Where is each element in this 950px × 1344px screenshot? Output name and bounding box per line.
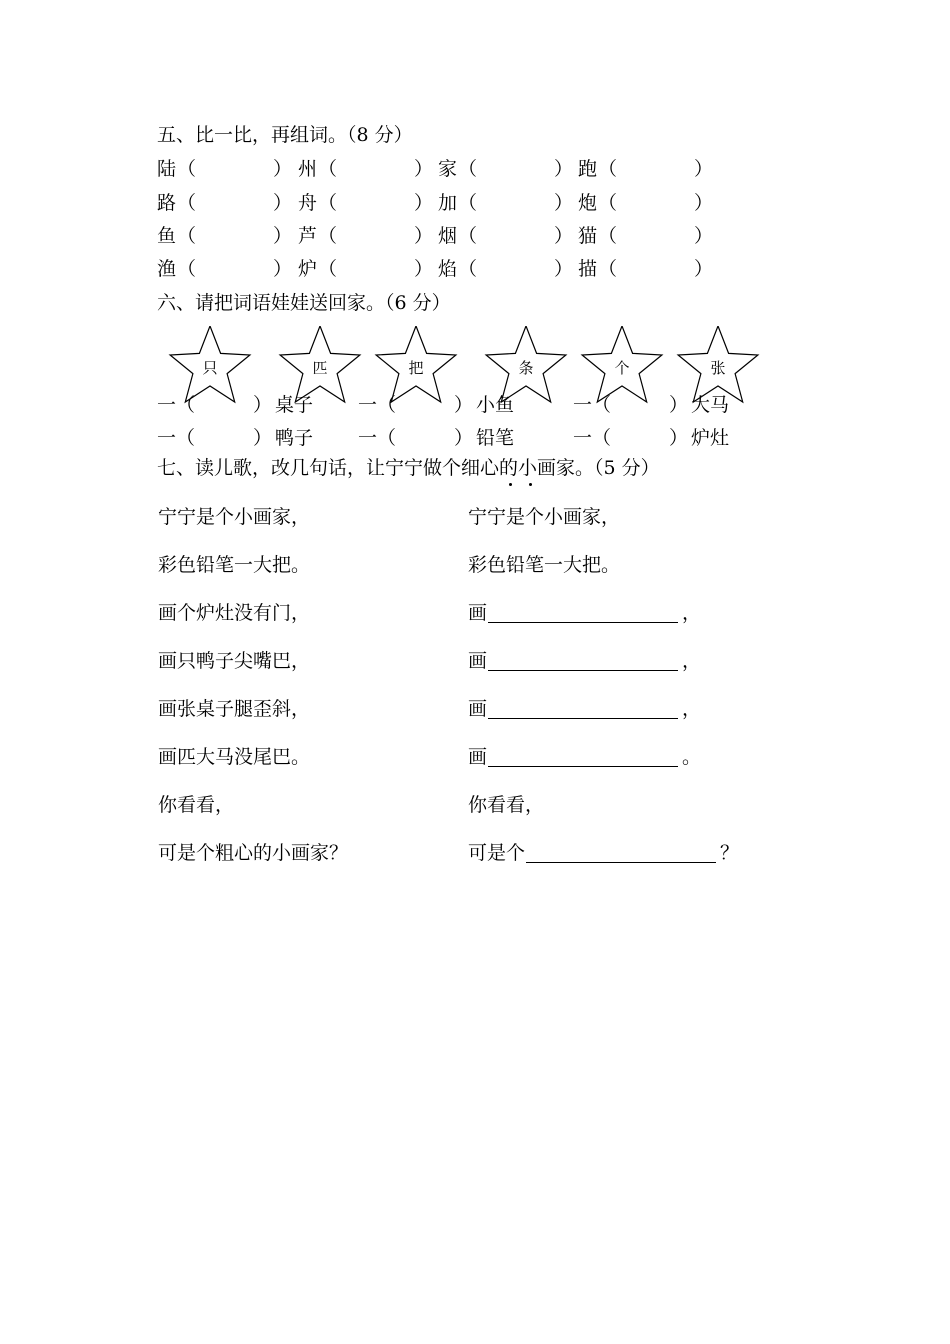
word-char: 猫 xyxy=(578,225,598,247)
star-label: 条 xyxy=(518,359,534,377)
close-paren: ） xyxy=(694,258,714,280)
section-5-title: 五、比一比，再组词。（8 分） xyxy=(157,124,413,146)
open-paren: （ xyxy=(177,158,197,180)
match-blank[interactable] xyxy=(400,427,452,449)
poem-line: 宁宁是个小画家， xyxy=(158,506,311,528)
open-paren: （ xyxy=(177,258,197,280)
line-prefix: 你看看， xyxy=(468,794,545,816)
revised-line xyxy=(468,842,739,864)
open-paren: （ xyxy=(177,225,197,247)
open-paren: （ xyxy=(598,158,618,180)
open-paren: （ xyxy=(598,225,618,247)
poem-line: 画个炉灶没有门， xyxy=(158,602,311,624)
close-paren: ） xyxy=(554,192,574,214)
close-paren: ） xyxy=(273,225,293,247)
close-paren: ） xyxy=(454,394,474,416)
match-word: 桌子 xyxy=(275,394,314,416)
answer-blank[interactable] xyxy=(482,192,554,214)
fill-in-line[interactable] xyxy=(488,602,678,623)
line-prefix: 画 xyxy=(468,650,488,672)
emphasis-dot xyxy=(529,483,532,486)
close-paren: ） xyxy=(669,427,689,449)
match-prefix: 一（ xyxy=(573,427,612,449)
poem-line: 画张桌子腿歪斜， xyxy=(158,698,311,720)
answer-blank[interactable] xyxy=(201,258,273,280)
match-prefix: 一（ xyxy=(358,427,397,449)
close-paren: ） xyxy=(454,427,474,449)
open-paren: （ xyxy=(598,258,618,280)
match-blank[interactable] xyxy=(400,394,452,416)
word-char: 焰 xyxy=(438,258,458,280)
fill-in-line[interactable] xyxy=(488,746,678,767)
open-paren: （ xyxy=(318,192,338,214)
measure-word-star[interactable] xyxy=(486,326,566,402)
answer-blank[interactable] xyxy=(482,258,554,280)
close-paren: ） xyxy=(694,158,714,180)
match-word: 小鱼 xyxy=(476,394,515,416)
close-paren: ） xyxy=(414,258,434,280)
match-word: 铅笔 xyxy=(476,427,515,449)
measure-word-star[interactable] xyxy=(376,326,456,402)
word-char: 路 xyxy=(157,192,177,214)
open-paren: （ xyxy=(458,225,478,247)
section-6-title: 六、请把词语娃娃送回家。（6 分） xyxy=(157,292,451,314)
close-paren: ） xyxy=(669,394,689,416)
measure-word-star[interactable] xyxy=(678,326,758,402)
revised-line xyxy=(468,698,701,720)
poem-line: 你看看， xyxy=(158,794,235,816)
measure-word-star[interactable] xyxy=(170,326,250,402)
line-prefix: 画 xyxy=(468,602,488,624)
word-char: 烟 xyxy=(438,225,458,247)
star-label: 个 xyxy=(614,359,630,377)
poem-line: 画匹大马没尾巴。 xyxy=(158,746,311,768)
answer-blank[interactable] xyxy=(622,225,694,247)
star-label: 把 xyxy=(408,359,424,377)
close-paren: ） xyxy=(414,158,434,180)
star-label: 只 xyxy=(202,359,218,377)
word-char: 陆 xyxy=(157,158,177,180)
word-char: 芦 xyxy=(298,225,318,247)
answer-blank[interactable] xyxy=(482,158,554,180)
word-char: 炉 xyxy=(298,258,318,280)
match-prefix: 一（ xyxy=(573,394,612,416)
answer-blank[interactable] xyxy=(622,258,694,280)
poem-line: 彩色铅笔一大把。 xyxy=(158,554,311,576)
star-label: 张 xyxy=(710,359,726,377)
close-paren: ） xyxy=(694,225,714,247)
match-blank[interactable] xyxy=(199,427,251,449)
open-paren: （ xyxy=(458,158,478,180)
match-prefix: 一（ xyxy=(358,394,397,416)
answer-blank[interactable] xyxy=(201,192,273,214)
line-prefix: 宁宁是个小画家， xyxy=(468,506,621,528)
star-row xyxy=(0,326,950,406)
fill-in-line[interactable] xyxy=(526,842,716,863)
revised-line xyxy=(468,554,620,576)
open-paren: （ xyxy=(458,258,478,280)
revised-line xyxy=(468,506,620,528)
answer-blank[interactable] xyxy=(622,158,694,180)
answer-blank[interactable] xyxy=(342,192,414,214)
close-paren: ） xyxy=(554,258,574,280)
close-paren: ） xyxy=(273,192,293,214)
close-paren: ） xyxy=(253,427,273,449)
revised-line xyxy=(468,650,701,672)
emphasis-dot xyxy=(509,483,512,486)
line-prefix: 画 xyxy=(468,698,488,720)
answer-blank[interactable] xyxy=(342,258,414,280)
match-blank[interactable] xyxy=(615,394,667,416)
close-paren: ） xyxy=(414,225,434,247)
measure-word-star[interactable] xyxy=(582,326,662,402)
word-char: 描 xyxy=(578,258,598,280)
match-word: 大马 xyxy=(691,394,730,416)
open-paren: （ xyxy=(598,192,618,214)
match-word: 炉灶 xyxy=(691,427,730,449)
revised-line xyxy=(468,794,544,816)
line-prefix: 可是个 xyxy=(468,842,526,864)
word-char: 跑 xyxy=(578,158,598,180)
section-7-title: 七、读儿歌，改几句话，让宁宁做个细心的小画家。（5 分） xyxy=(157,457,660,479)
open-paren: （ xyxy=(318,158,338,180)
match-prefix: 一（ xyxy=(157,394,196,416)
poem-line: 画只鸭子尖嘴巴， xyxy=(158,650,311,672)
open-paren: （ xyxy=(458,192,478,214)
line-suffix: ， xyxy=(682,698,702,720)
close-paren: ） xyxy=(273,158,293,180)
open-paren: （ xyxy=(177,192,197,214)
answer-blank[interactable] xyxy=(482,225,554,247)
close-paren: ） xyxy=(253,394,273,416)
open-paren: （ xyxy=(318,225,338,247)
word-char: 舟 xyxy=(298,192,318,214)
line-prefix: 彩色铅笔一大把。 xyxy=(468,554,621,576)
line-suffix: 。 xyxy=(682,746,702,768)
revised-line xyxy=(468,602,701,624)
fill-in-line[interactable] xyxy=(488,650,678,671)
answer-blank[interactable] xyxy=(201,225,273,247)
answer-blank[interactable] xyxy=(201,158,273,180)
line-suffix: ？ xyxy=(720,842,740,864)
star-label: 匹 xyxy=(312,359,328,377)
close-paren: ） xyxy=(414,192,434,214)
answer-blank[interactable] xyxy=(622,192,694,214)
match-blank[interactable] xyxy=(199,394,251,416)
close-paren: ） xyxy=(273,258,293,280)
measure-word-star[interactable] xyxy=(280,326,360,402)
open-paren: （ xyxy=(318,258,338,280)
word-char: 加 xyxy=(438,192,458,214)
match-blank[interactable] xyxy=(615,427,667,449)
revised-line xyxy=(468,746,701,768)
word-char: 家 xyxy=(438,158,458,180)
match-prefix: 一（ xyxy=(157,427,196,449)
line-suffix: ， xyxy=(682,650,702,672)
answer-blank[interactable] xyxy=(342,225,414,247)
line-prefix: 画 xyxy=(468,746,488,768)
line-suffix: ， xyxy=(682,602,702,624)
fill-in-line[interactable] xyxy=(488,698,678,719)
poem-line: 可是个粗心的小画家？ xyxy=(158,842,349,864)
close-paren: ） xyxy=(554,158,574,180)
answer-blank[interactable] xyxy=(342,158,414,180)
close-paren: ） xyxy=(694,192,714,214)
word-char: 渔 xyxy=(157,258,177,280)
word-char: 炮 xyxy=(578,192,598,214)
close-paren: ） xyxy=(554,225,574,247)
word-char: 州 xyxy=(298,158,318,180)
match-word: 鸭子 xyxy=(275,427,314,449)
word-char: 鱼 xyxy=(157,225,177,247)
